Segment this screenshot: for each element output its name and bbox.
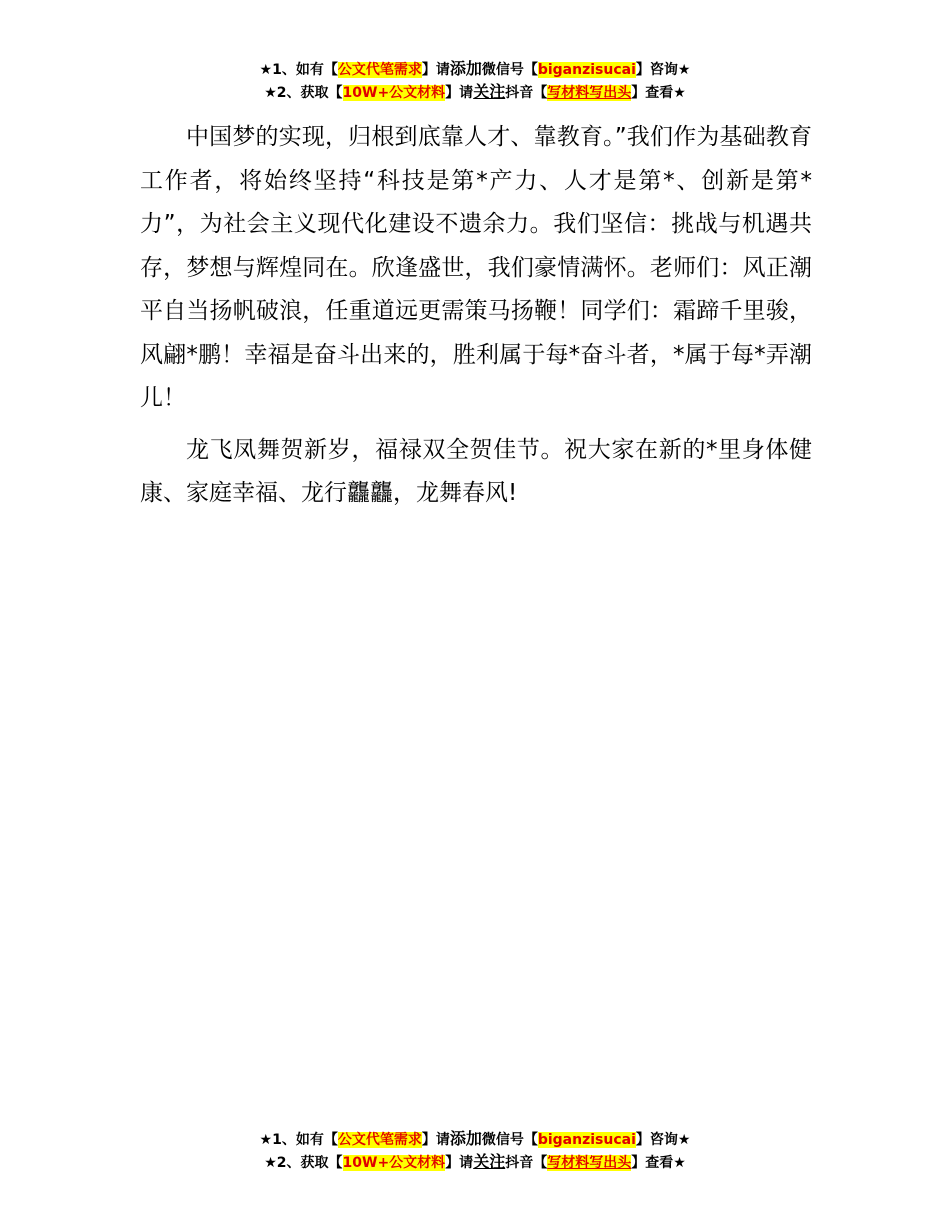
banner-text: 微信号【 xyxy=(481,1132,538,1148)
banner-text: ★2、获取【 xyxy=(264,85,343,101)
banner-text: 】请 xyxy=(421,62,450,78)
banner-text: 】咨询★ xyxy=(635,1132,691,1148)
banner-text: 抖音【 xyxy=(505,1155,548,1171)
highlight-service: 公文代笔需求 xyxy=(337,1132,422,1148)
highlight-douyin-account: 写材料写出头 xyxy=(547,1155,632,1171)
footer-banner xyxy=(0,1128,950,1174)
banner-text: 】请 xyxy=(445,85,474,101)
highlight-wechat-id: biganzisucai xyxy=(537,62,636,78)
banner-text: 】查看★ xyxy=(631,85,686,101)
highlight-service: 公文代笔需求 xyxy=(337,62,422,78)
banner-text: ★1、如有【 xyxy=(259,62,338,78)
banner-emphasis: 关注 xyxy=(473,1152,506,1171)
highlight-wechat-id: biganzisucai xyxy=(537,1132,636,1148)
highlight-materials: 10W+公文材料 xyxy=(342,85,446,101)
paragraph: 中国梦的实现，归根到底靠人才、靠教育。”我们作为基础教育工作者，将始终坚持“科技是第*产力、人才是第*、创新是第*力”，为社会主义现代化建设不遗余力。我们坚信：挑战与机遇共存，梦想与辉煌同在。欣逢盛世，我们豪情满怀。老师们：风正潮平自当扬帆破浪，任重道远更需策马扬鞭！同学们：霜蹄千里骏，风翩*鹏！幸福是奋斗出来的，胜利属于每*奋斗者，*属于每*弄潮儿！ xyxy=(140,124,812,411)
banner-text: ★1、如有【 xyxy=(259,1132,338,1148)
banner-text: 抖音【 xyxy=(505,85,548,101)
banner-text: 微信号【 xyxy=(481,62,538,78)
header-banner-line-1 xyxy=(0,58,950,81)
highlight-douyin-account: 写材料写出头 xyxy=(547,85,632,101)
banner-text: 】查看★ xyxy=(631,1155,686,1171)
document-body xyxy=(140,116,812,524)
banner-text: 】请 xyxy=(445,1155,474,1171)
footer-banner-line-1 xyxy=(0,1128,950,1151)
banner-emphasis: 添加 xyxy=(449,59,482,78)
banner-emphasis: 添加 xyxy=(449,1129,482,1148)
banner-text: 】咨询★ xyxy=(635,62,691,78)
highlight-materials: 10W+公文材料 xyxy=(342,1155,446,1171)
header-banner xyxy=(0,58,950,104)
paragraph: 龙飞凤舞贺新岁，福禄双全贺佳节。祝大家在新的*里身体健康、家庭幸福、龙行龘龘，龙舞春风! xyxy=(140,436,812,506)
header-banner-line-2 xyxy=(0,81,950,104)
banner-text: 】请 xyxy=(421,1132,450,1148)
footer-banner-line-2 xyxy=(0,1151,950,1174)
banner-text: ★2、获取【 xyxy=(264,1155,343,1171)
banner-emphasis: 关注 xyxy=(473,82,506,101)
